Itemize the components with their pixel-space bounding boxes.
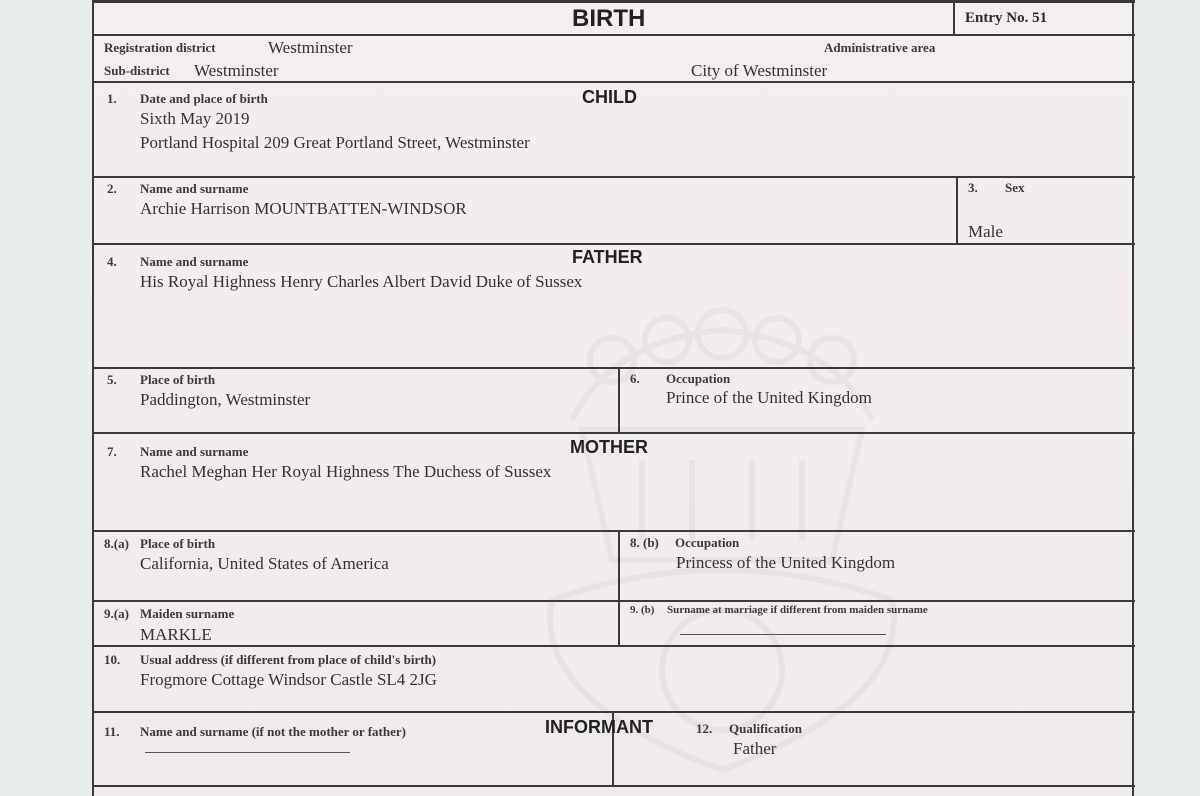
field10-number: 10. [104,652,121,667]
field6-label: Occupation [666,371,731,386]
rule-field9-bottom [92,645,1135,647]
father-occupation-value: Prince of the United Kingdom [666,388,872,407]
birth-date-value: Sixth May 2019 [140,109,250,128]
subdistrict-label: Sub-district [104,63,170,78]
administrative-area-value: City of Westminster [691,61,828,80]
child-name-value: Archie Harrison MOUNTBATTEN-WINDSOR [140,199,467,218]
mother-occupation-value: Princess of the United Kingdom [676,553,896,572]
administrative-area-label: Administrative area [824,40,936,55]
field3-label: Sex [1005,180,1025,195]
mother-name-value: Rachel Meghan Her Royal Highness The Duchess of Sussex [140,462,552,481]
rule-field4-bottom [92,367,1135,369]
maiden-surname-value: MARKLE [140,625,212,644]
field8b-number: 8. (b) [630,535,659,550]
mother-heading: MOTHER [570,437,648,457]
rule-field8-9-divider [618,530,620,646]
field1-label: Date and place of birth [140,91,268,106]
registration-district-value: Westminster [268,38,353,57]
rule-entry-divider [953,0,955,35]
field9b-number: 9. (b) [630,604,655,616]
field8a-number: 8.(a) [104,536,129,551]
field5-label: Place of birth [140,372,216,387]
surname-at-marriage-blank-line [680,634,886,635]
field7-number: 7. [107,444,117,459]
father-birthplace-value: Paddington, Westminster [140,390,311,409]
usual-address-value: Frogmore Cottage Windsor Castle SL4 2JG [140,670,437,689]
rule-father-bottom [92,432,1135,434]
rule-field8-bottom [92,600,1135,602]
informant-heading: INFORMANT [545,717,653,737]
qualification-value: Father [733,739,777,758]
rule-header-bottom [92,34,1135,36]
field11-number: 11. [104,724,120,739]
rule-sex-divider [956,176,958,244]
rule-child-bottom [92,243,1135,245]
field3-number: 3. [968,180,978,195]
field8b-label: Occupation [675,535,740,550]
page-title: BIRTH [572,5,646,32]
rule-field5-6-divider [618,367,620,433]
rule-top [92,0,1135,3]
field9b-label: Surname at marriage if different from maiden surname [667,604,928,616]
field2-number: 2. [107,181,117,196]
field10-label: Usual address (if different from place of child's birth) [140,652,437,667]
field9a-number: 9.(a) [104,606,129,621]
father-name-value: His Royal Highness Henry Charles Albert David Duke of Sussex [140,272,583,291]
registration-district-label: Registration district [104,40,216,55]
field12-label: Qualification [729,721,802,736]
field7-label: Name and surname [140,444,249,459]
informant-name-blank-line [145,752,350,753]
field2-label: Name and surname [140,181,249,196]
field6-number: 6. [630,371,640,386]
father-heading: FATHER [572,247,643,267]
field12-number: 12. [696,721,713,736]
subdistrict-value: Westminster [194,61,279,80]
field4-label: Name and surname [140,254,249,269]
rule-right [1132,0,1134,796]
child-heading: CHILD [582,87,637,107]
mother-birthplace-value: California, United States of America [140,554,389,573]
birth-place-value: Portland Hospital 209 Great Portland Street, Westminster [140,133,530,152]
entry-number: Entry No. 51 [965,10,1048,26]
field4-number: 4. [107,254,117,269]
rule-left [92,0,94,796]
sex-value: Male [968,222,1003,241]
rule-field1-bottom [92,176,1135,178]
rule-registration-bottom [92,81,1135,83]
field5-number: 5. [107,372,117,387]
field11-label: Name and surname (if not the mother or father) [140,724,406,739]
rule-field7-bottom [92,530,1135,532]
field1-number: 1. [107,91,117,106]
field9a-label: Maiden surname [140,606,235,621]
field8a-label: Place of birth [140,536,216,551]
